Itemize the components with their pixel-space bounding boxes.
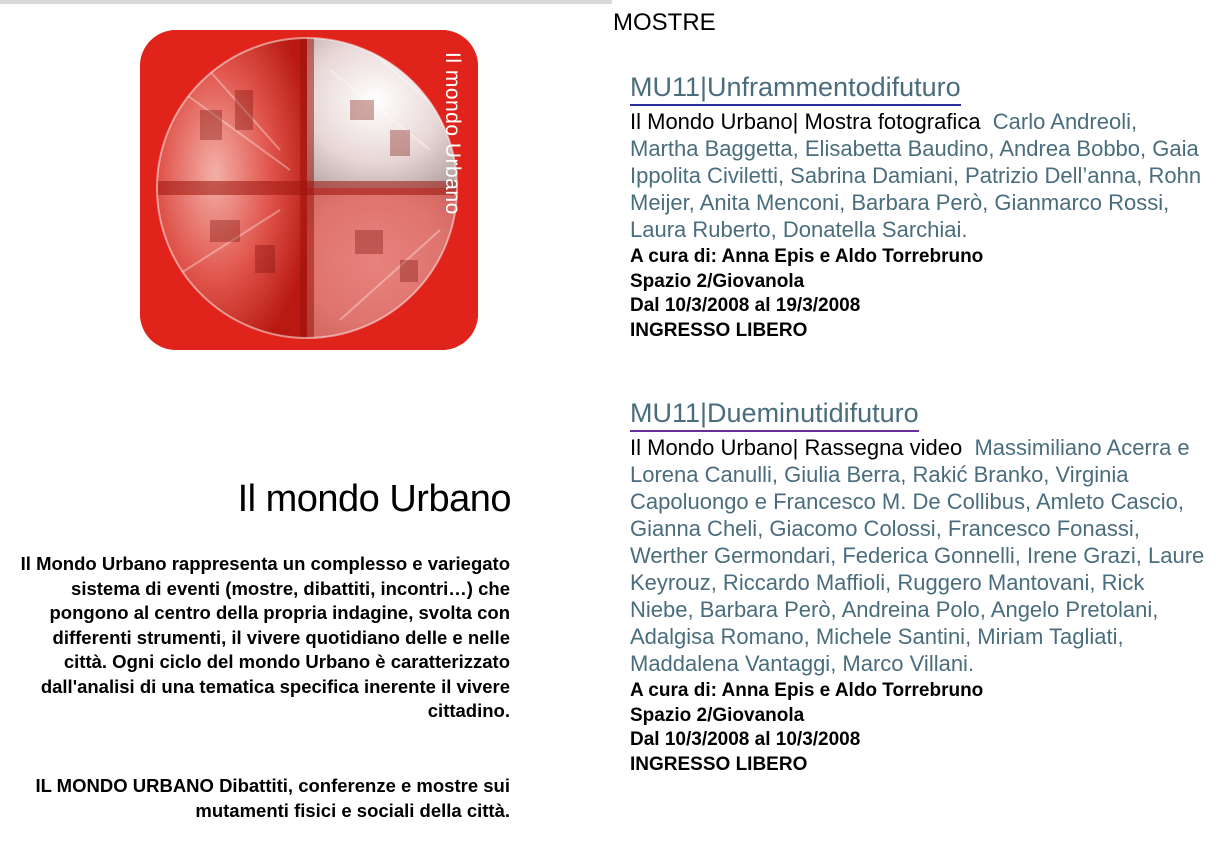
exhibit-curators: A cura di: Anna Epis e Aldo Torrebruno	[630, 680, 984, 701]
exhibit-meta	[630, 245, 1205, 343]
logo-label: Il mondo Urbano	[441, 52, 464, 215]
exhibit-meta	[630, 679, 1205, 777]
intro-paragraph: Il Mondo Urbano rappresenta un complesso e variegato sistema di eventi (mostre, dibattiti, incontri…) che pongono al centro della propria indagine, svolta con differenti strumenti, il vivere quotidiano delle e nelle città. Ogni ciclo del mondo Urbano è caratterizzato dall'analisi di una tematica specifica inerente il vivere cittadino.	[20, 553, 510, 721]
exhibit-title-link[interactable]: MU11|Dueminutidifuturo	[630, 396, 919, 432]
exhibit-type: Il Mondo Urbano| Rassegna video	[630, 435, 963, 460]
section-title-mostre: MOSTRE	[613, 9, 716, 36]
description-paragraph: IL MONDO URBANO Dibattiti, conferenze e mostre sui mutamenti fisici e sociali della città.	[35, 775, 510, 821]
exhibit-venue: Spazio 2/Giovanola	[630, 704, 805, 726]
exhibit-dates: Dal 10/3/2008 al 19/3/2008	[630, 295, 861, 316]
exhibit-type: Il Mondo Urbano| Mostra fotografica	[630, 109, 981, 134]
exhibit-artists: Massimiliano Acerra e Lorena Canulli, Giulia Berra, Rakić Branko, Virginia Capoluongo e Francesco M. De Collibus, Amleto Cascio, Gianna Cheli, Giacomo Colossi, Francesco Fonassi, Werther Germondari, Federica Gonnelli, Irene Grazi, Laure Keyrouz, Riccardo Maffioli, Ruggero Mantovani, Rick Niebe, Barbara Però, Andreina Polo, Angelo Pretolani, Adalgisa Romano, Michele Santini, Miriam Tagliati, Maddalena Vantaggi, Marco Villani.	[630, 435, 1205, 676]
exhibit-title-link[interactable]: MU11|Unframmentodifuturo	[630, 70, 961, 106]
exhibit-item	[630, 70, 1205, 343]
exhibit-entry: INGRESSO LIBERO	[630, 319, 808, 341]
exhibit-artists: Carlo Andreoli, Martha Baggetta, Elisabetta Baudino, Andrea Bobbo, Gaia Ippolita Civiletti, Sabrina Damiani, Patrizio Dell’anna, Rohn Meijer, Anita Menconi, Barbara Però, Gianmarco Rossi, Laura Ruberto, Donatella Sarchiai.	[630, 109, 1202, 242]
exhibit-entry: INGRESSO LIBERO	[630, 753, 808, 775]
fisheye-city-image	[140, 30, 478, 350]
exhibit-curators: A cura di: Anna Epis e Aldo Torrebruno	[630, 246, 984, 267]
page-title: Il mondo Urbano	[237, 478, 511, 520]
exhibit-dates: Dal 10/3/2008 al 10/3/2008	[630, 729, 861, 750]
top-divider	[0, 0, 612, 4]
exhibit-venue: Spazio 2/Giovanola	[630, 270, 805, 292]
exhibit-description	[630, 108, 1205, 243]
mondo-urbano-logo	[140, 30, 478, 350]
exhibit-item	[630, 396, 1205, 777]
exhibit-description	[630, 434, 1205, 677]
